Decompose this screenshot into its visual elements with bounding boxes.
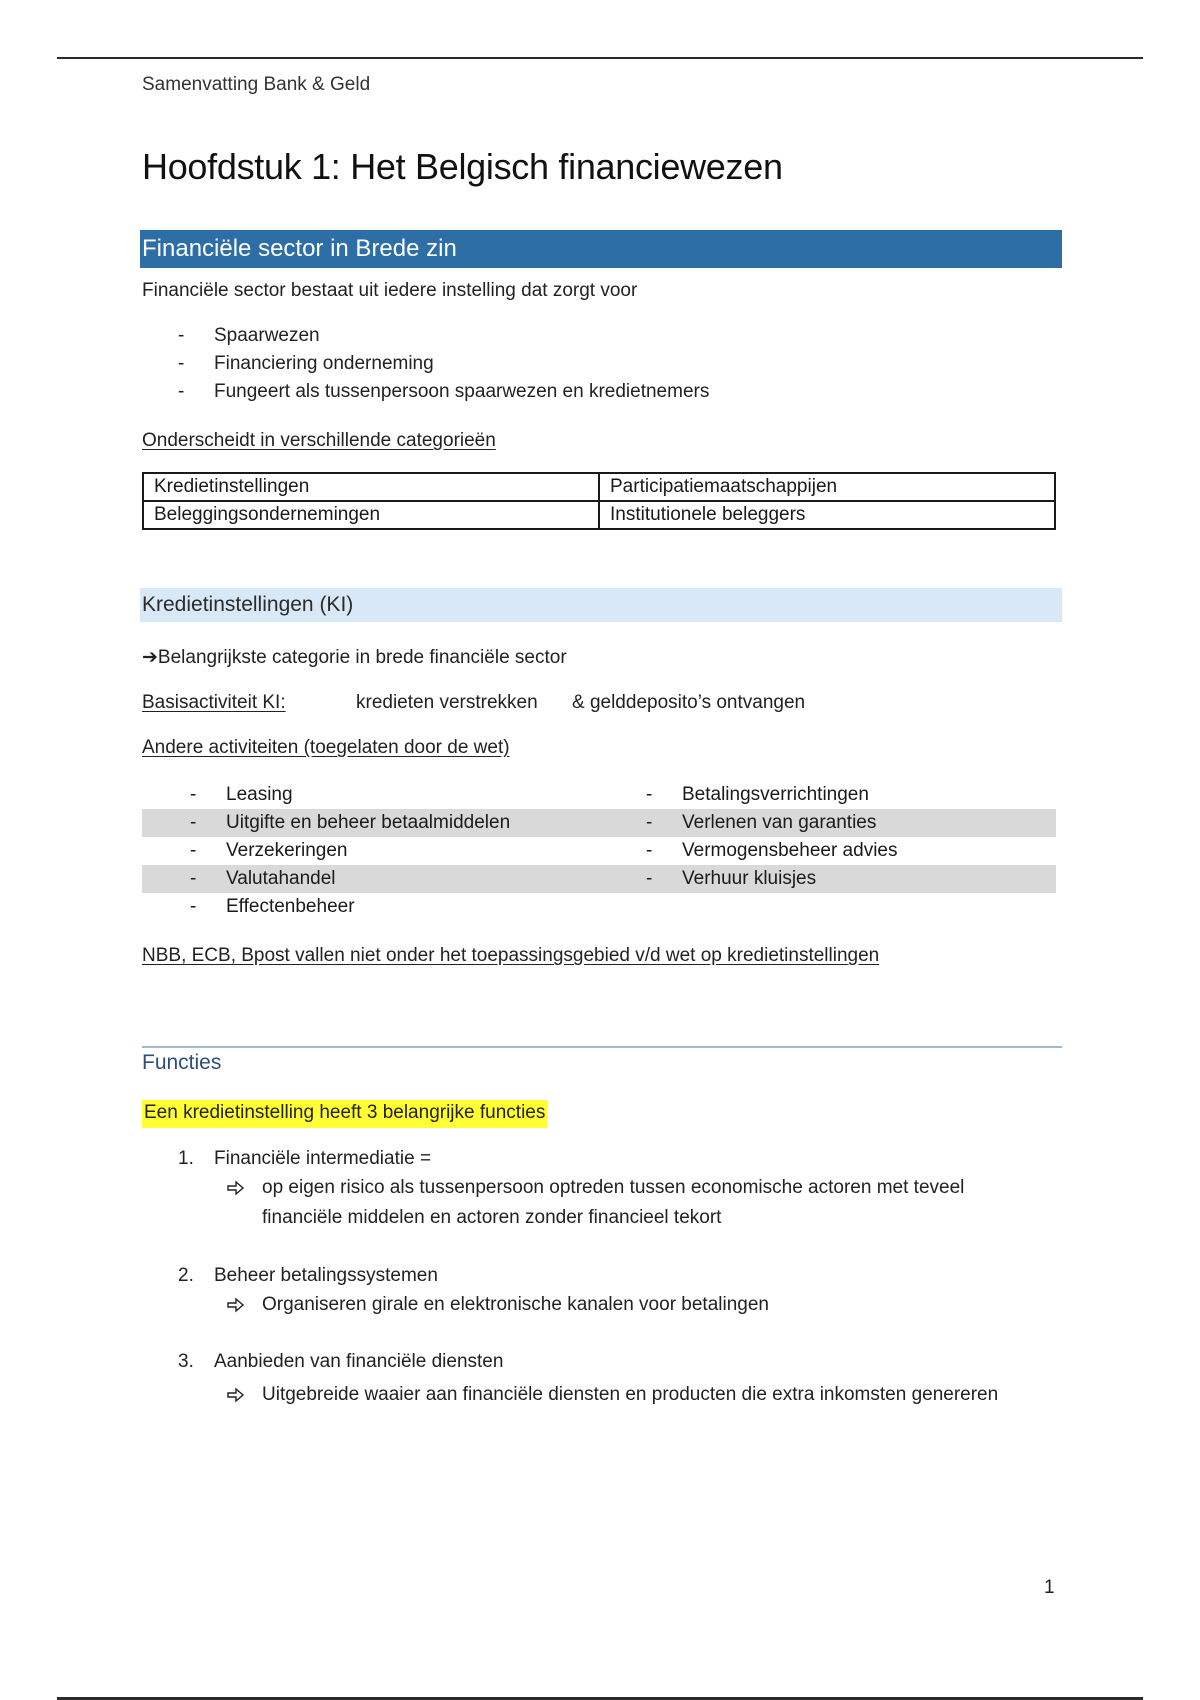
section-divider (142, 1046, 1062, 1048)
page-number: 1 (1044, 1577, 1055, 1598)
table-row: - Uitgifte en beheer betaalmiddelen - Verlenen van garanties (142, 809, 1056, 837)
function-detail (226, 1290, 1026, 1320)
sector-functions-list (178, 322, 709, 406)
section-heading-credit-institutions: Kredietinstellingen (KI) (140, 588, 1062, 622)
section-intro: Financiële sector bestaat uit iedere instelling dat zorgt voor (142, 280, 638, 301)
list-item: - Spaarwezen (178, 325, 320, 346)
list-item: - Financiering onderneming (178, 353, 434, 374)
highlighted-statement: Een kredietinstelling heeft 3 belangrijke functies (142, 1100, 547, 1128)
key-point-text: Belangrijkste categorie in brede financiële sector (157, 647, 567, 668)
activity-item: Verlenen van garanties (682, 812, 877, 833)
table-cell: Institutionele beleggers (599, 501, 1055, 529)
activity-item: Verhuur kluisjes (682, 868, 817, 889)
activity-item: Betalingsverrichtingen (682, 784, 869, 805)
top-rule (57, 57, 1143, 59)
table-row: - Leasing - Betalingsverrichtingen (142, 781, 1056, 809)
function-detail-text: Organiseren girale en elektronische kanalen voor betalingen (262, 1294, 769, 1315)
table-cell: Kredietinstellingen (143, 473, 599, 501)
key-point (142, 646, 567, 669)
function-detail (226, 1380, 1026, 1410)
table-row: - Verzekeringen - Vermogensbeheer advies (142, 837, 1056, 865)
arrow-right-icon: ➔ (142, 647, 158, 668)
table-row: - Effectenbeheer (142, 893, 1056, 921)
activity-item: Leasing (226, 784, 293, 805)
categories-table (142, 472, 1056, 530)
function-detail (226, 1173, 1026, 1233)
outline-arrow-right-icon (226, 1173, 246, 1203)
list-number: 3. (178, 1351, 194, 1372)
activities-grid (142, 781, 1056, 921)
function-title: Financiële intermediatie = (214, 1148, 432, 1169)
categories-heading: Onderscheidt in verschillende categorieën (142, 430, 496, 451)
table-row (143, 473, 1055, 501)
other-activities-heading: Andere activiteiten (toegelaten door de wet) (142, 737, 510, 758)
basic-activity-label: Basisactiviteit KI: (142, 692, 286, 713)
list-number: 1. (178, 1148, 194, 1169)
function-detail-text: op eigen risico als tussenpersoon optreden tussen economische actoren met teveel financiële middelen en actoren zonder financieel tekort (262, 1177, 965, 1228)
function-title: Beheer betalingssystemen (214, 1265, 438, 1286)
function-detail-text: Uitgebreide waaier aan financiële diensten en producten die extra inkomsten genereren (262, 1384, 999, 1405)
activity-item: Effectenbeheer (226, 896, 355, 917)
legal-note: NBB, ECB, Bpost vallen niet onder het toepassingsgebied v/d wet op kredietinstellingen (142, 945, 880, 966)
list-number: 2. (178, 1265, 194, 1286)
chapter-title: Hoofdstuk 1: Het Belgisch financiewezen (142, 146, 783, 187)
activity-item: Valutahandel (226, 868, 336, 889)
function-title: Aanbieden van financiële diensten (214, 1351, 504, 1372)
basic-activity-value-1: kredieten verstrekken (356, 692, 538, 713)
basic-activity (142, 692, 286, 714)
activity-item: Verzekeringen (226, 840, 348, 861)
table-cell: Participatiemaatschappijen (599, 473, 1055, 501)
activity-item: Vermogensbeheer advies (682, 840, 898, 861)
basic-activity-value-2: & gelddeposito’s ontvangen (572, 692, 806, 713)
list-item: - Fungeert als tussenpersoon spaarwezen en kredietnemers (178, 381, 710, 402)
section-heading-functions: Functies (142, 1051, 222, 1074)
table-row (143, 501, 1055, 529)
outline-arrow-right-icon (226, 1290, 246, 1320)
table-row: - Valutahandel - Verhuur kluisjes (142, 865, 1056, 893)
section-heading-financial-sector: Financiële sector in Brede zin (140, 230, 1062, 268)
table-cell: Beleggingsondernemingen (143, 501, 599, 529)
outline-arrow-right-icon (226, 1380, 246, 1410)
document-header: Samenvatting Bank & Geld (142, 74, 371, 95)
activity-item: Uitgifte en beheer betaalmiddelen (226, 812, 511, 833)
